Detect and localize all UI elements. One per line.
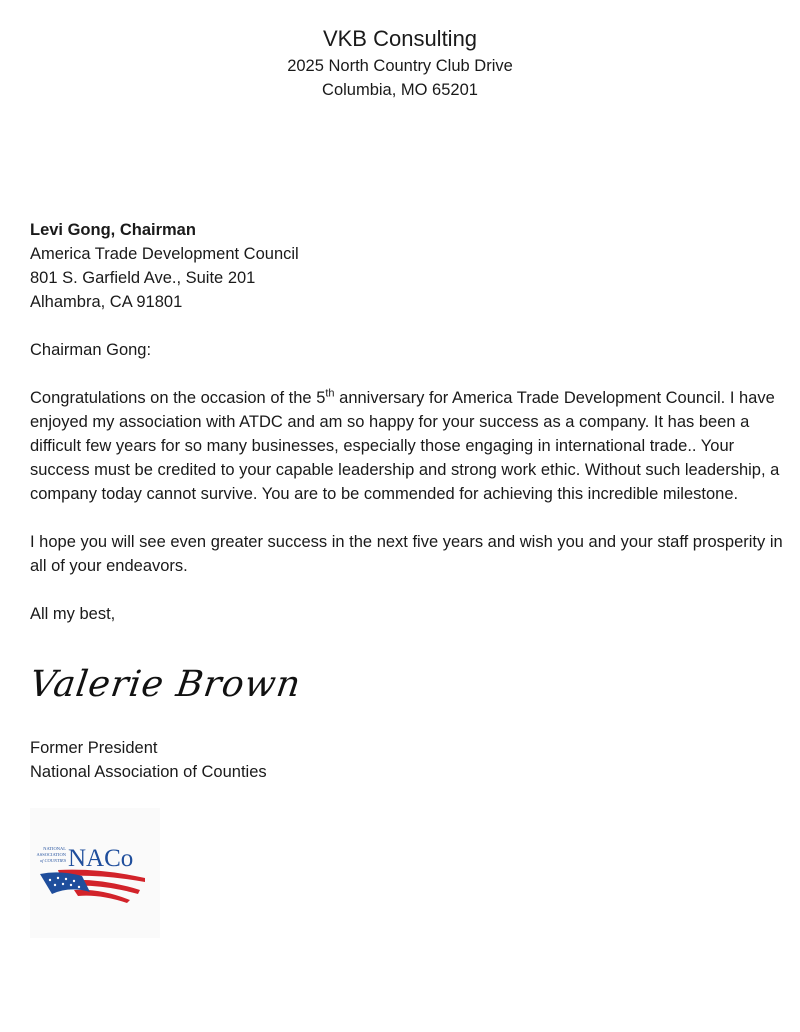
recipient-street: 801 S. Garfield Ave., Suite 201 [30,269,256,287]
signature: Valerie Brown [27,664,304,705]
letterhead [0,24,800,102]
paragraph-1 [30,386,785,506]
paragraph-1-rest: anniversary for America Trade Development Council. I have enjoyed my association with ATDC and am so happy for your success as a company. It has been a difficult few years for so many businesses, especially those engaging in international trade.. Your success must be credited to your capable leadership and strong work ethic. Without such leadership, a company today cannot survive. You are to be commended for achieving this incredible milestone. [30,389,780,503]
logo-big-text: NACo [68,845,134,872]
ordinal-suffix: th [325,387,335,400]
naco-logo [30,808,160,938]
logo-small-text-1: NATIONAL [43,846,66,851]
logo-small-text-3: of COUNTIES [39,858,66,863]
signer-org: National Association of Counties [30,763,267,781]
company-street: 2025 North Country Club Drive [287,57,513,75]
paragraph-1-start: Congratulations on the occasion of the 5 [30,389,326,407]
signature-block [30,736,267,784]
recipient-city: Alhambra, CA 91801 [30,293,183,311]
recipient-name: Levi Gong, Chairman [30,221,196,239]
company-city: Columbia, MO 65201 [322,81,478,99]
salutation: Chairman Gong: [30,341,152,359]
logo-small-text-2: ASSOCIATION [36,852,66,857]
paragraph-2: I hope you will see even greater success in the next five years and wish you and your staff prosperity in all of your endeavors. [30,533,783,575]
closing: All my best, [30,605,116,623]
recipient-org: America Trade Development Council [30,245,299,263]
company-name: VKB Consulting [322,26,478,51]
letter-body [30,218,785,626]
naco-logo-icon [30,808,160,938]
signer-title: Former President [30,739,158,757]
